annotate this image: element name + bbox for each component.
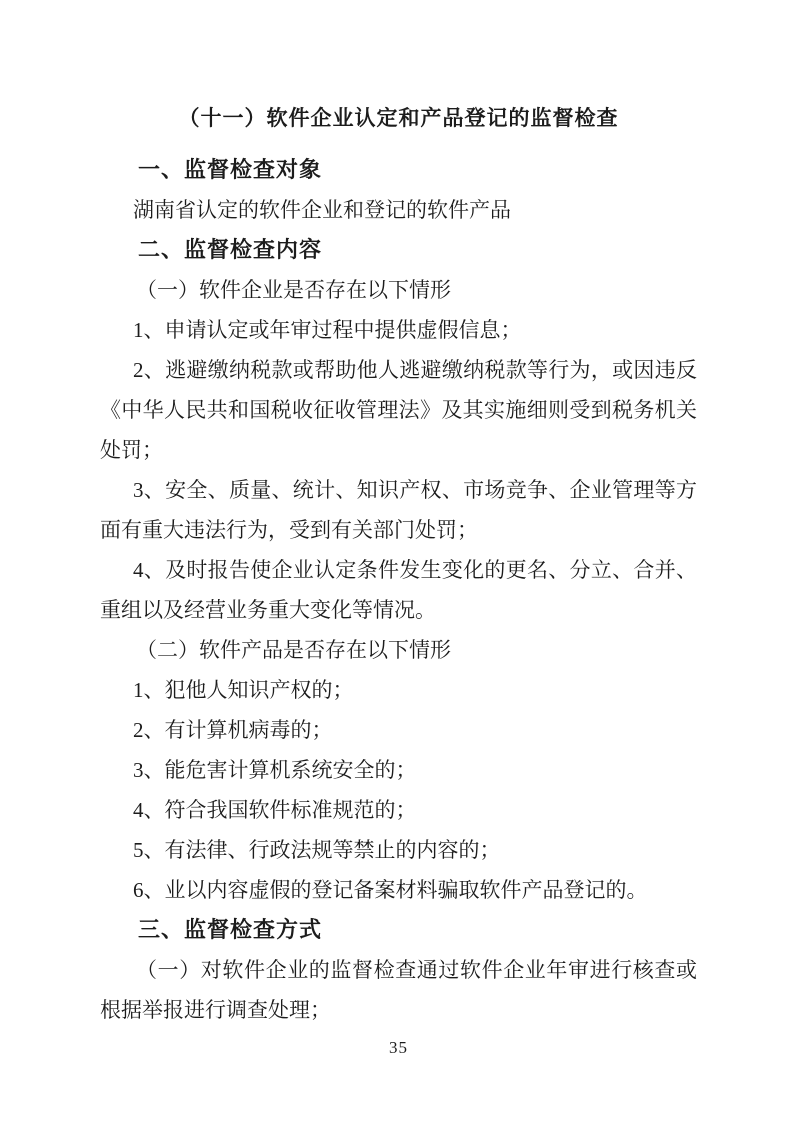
subheading-enterprise-cases: （一）软件企业是否存在以下情形	[136, 278, 451, 302]
text-line-product-6: 6、业以内容虚假的登记备案材料骗取软件产品登记的。	[133, 878, 648, 902]
heading-supervision-method: 三、监督检查方式	[138, 917, 323, 942]
text-line-product-5: 5、有法律、行政法规等禁止的内容的；	[133, 838, 501, 862]
text-line-product-3: 3、能危害计算机系统安全的；	[133, 758, 417, 782]
subheading-product-cases: （二）软件产品是否存在以下情形	[136, 638, 451, 662]
text-line-item-4: 4、及时报告使企业认定条件发生变化的更名、分立、合并、	[133, 558, 697, 582]
section-title: （十一）软件企业认定和产品登记的监督检查	[178, 106, 619, 130]
text-line-product-4: 4、符合我国软件标准规范的；	[133, 798, 417, 822]
page-number: 35	[389, 1038, 408, 1057]
heading-supervision-content: 二、监督检查内容	[138, 237, 323, 262]
text-line-item-2-cont: 《中华人民共和国税收征收管理法》及其实施细则受到税务机关	[100, 398, 697, 422]
text-line-method-1: （一）对软件企业的监督检查通过软件企业年审进行核查或	[136, 958, 697, 982]
text-line-product-1: 1、犯他人知识产权的；	[133, 678, 354, 702]
text-line-item-1: 1、申请认定或年审过程中提供虚假信息；	[133, 318, 522, 342]
text-line-method-1-cont: 根据举报进行调查处理；	[100, 998, 331, 1022]
text-line-item-3-cont: 面有重大违法行为，受到有关部门处罚；	[100, 518, 478, 542]
text-line-item-4-cont: 重组以及经营业务重大变化等情况。	[100, 598, 436, 622]
text-line-item-2: 2、逃避缴纳税款或帮助他人逃避缴纳税款等行为，或因违反	[133, 358, 697, 382]
text-line-target-scope: 湖南省认定的软件企业和登记的软件产品	[133, 198, 511, 222]
text-line-item-2-end: 处罚；	[100, 438, 163, 462]
text-line-product-2: 2、有计算机病毒的；	[133, 718, 333, 742]
heading-supervision-target: 一、监督检查对象	[138, 157, 323, 182]
text-line-item-3: 3、安全、质量、统计、知识产权、市场竞争、企业管理等方	[133, 478, 697, 502]
